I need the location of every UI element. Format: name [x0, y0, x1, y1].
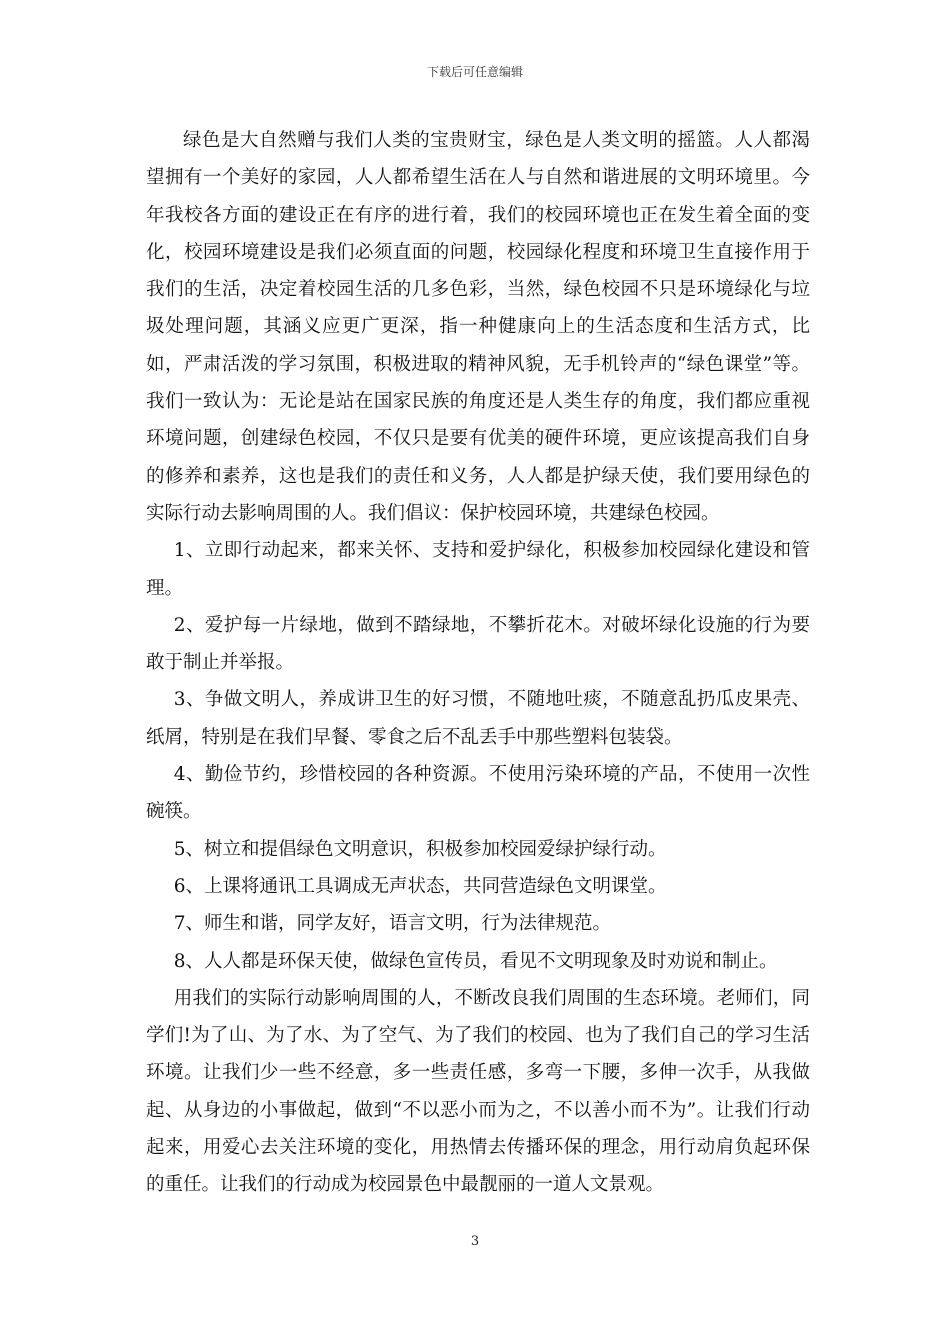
- list-item-7: 7、师生和谐，同学友好，语言文明，行为法律规范。: [173, 913, 612, 935]
- intro-paragraph: 绿色是大自然赠与我们人类的宝贵财宝，绿色是人类文明的摇篮。人人都渴望拥有一个美好的家园，人人都希望生活在人与自然和谐进展的文明环境里。今年我校各方面的建设正在有序的进行着，我们的校园环境也正在发生着全面的变化，校园环境建设是我们必须直面的问题，校园绿化程度和环境卫生直接作用于我们的生活，决定着校园生活的几多色彩，当然，绿色校园不只是环境绿化与垃圾处理问题，其涵义应更广更深，指一种健康向上的生活态度和生活方式，比如，严肃活泼的学习氛围，积极进取的精神风貌，无手机铃声的“绿色课堂”等。我们一致认为：无论是站在国家民族的角度还是人类生存的角度，我们都应重视环境问题，创建绿色校园，不仅只是要有优美的硬件环境，更应该提高我们自身的修养和素养，这也是我们的责任和义务，人人都是护绿天使，我们要用绿色的实际行动去影响周围的人。我们倡议：保护校园环境，共建绿色校园。: [146, 130, 810, 524]
- page-header: 下载后可任意编辑: [426, 65, 523, 79]
- list-item-4: 4、勤俭节约，珍惜校园的各种资源。不使用污染环境的产品，不使用一次性碗筷。: [146, 764, 810, 823]
- closing-paragraph: 用我们的实际行动影响周围的人，不断改良我们周围的生态环境。老师们，同学们!为了山、为了水、为了空气、为了我们的校园、也为了我们自己的学习生活环境。让我们少一些不经意，多一些责任感，多弯一下腰，多伸一次手，从我做起、从身边的小事做起，做到“不以恶小而为之，不以善小而不为”。让我们行动起来，用爱心去关注环境的变化，用热情去传播环保的理念，用行动肩负起环保的重任。让我们的行动成为校园景色中最靓丽的一道人文景观。: [146, 987, 810, 1196]
- list-item-2: 2、爱护每一片绿地，做到不踏绿地，不攀折花木。对破坏绿化设施的行为要敢于制止并举报。: [146, 614, 810, 674]
- list-item-1: 1、立即行动起来，都来关怀、支持和爱护绿化，积极参加校园绿化建设和管理。: [146, 540, 810, 599]
- list-item-8: 8、人人都是环保天使，做绿色宣传员，看见不文明现象及时劝说和制止。: [173, 950, 778, 972]
- list-item-3: 3、争做文明人，养成讲卫生的好习惯，不随地吐痰，不随意乱扔瓜皮果壳、纸屑，特别是在我们早餐、零食之后不乱丢手中那些塑料包装袋。: [146, 689, 810, 748]
- list-item-6: 6、上课将通讯工具调成无声状态，共同营造绿色文明课堂。: [173, 875, 667, 897]
- list-item-5: 5、树立和提倡绿色文明意识，积极参加校园爱绿护绿行动。: [173, 838, 667, 860]
- page-number: 3: [470, 1234, 480, 1249]
- document-body: [146, 122, 810, 1204]
